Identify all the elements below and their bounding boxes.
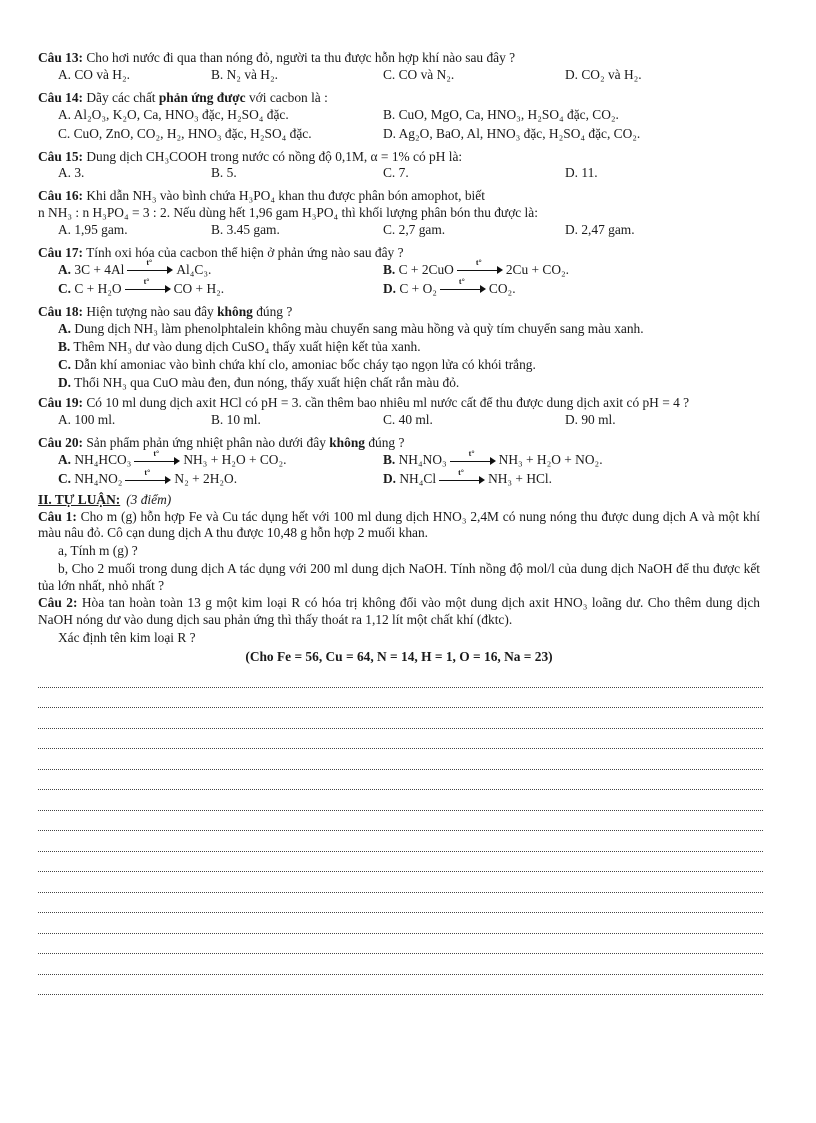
question-17 [38,245,760,300]
section-points: (3 điểm) [126,491,172,507]
reaction-arrow-icon [439,467,485,485]
answer-line [38,954,763,975]
reactants: C + O₂ [399,280,437,296]
products: CO + H₂. [173,280,225,296]
answer-line [38,749,763,770]
essay-part-a: a, Tính m (g) ? [58,543,138,558]
reactants: C + H₂O [74,280,122,296]
reactants: C + 2CuO [398,261,454,277]
answer-line [38,688,763,709]
option-text: Thêm NH₃ dư vào dung dịch CuSO₄ thấy xuất hiện kết tủa xanh. [70,339,421,354]
option-d [383,467,552,488]
question-text: Cho m (g) hỗn hợp Fe và Cu tác dụng hết với 100 ml dung dịch HNO₃ 2,4M có nung nóng thu được dung dịch A và một khí màu nâu đỏ. Cô cạn dung dịch A thu được 10,48 g hỗn hợp 2 muối khan. [38,508,760,541]
products: 2Cu + CO₂. [505,261,569,277]
answer-line [38,975,763,996]
products: NH₃ + H₂O + CO₂. [183,451,287,467]
products: NH₃ + H₂O + NO₂. [498,451,603,467]
option-d [38,375,760,392]
option-b [38,339,760,356]
option-d: D. 2,47 gam. [565,221,635,237]
option-letter: B. [58,339,71,354]
option-b: B. 10 ml. [211,412,261,427]
option-text: Dẫn khí amoniac vào bình chứa khí clo, amoniac bốc cháy tạo ngọn lửa có khói trắng. [71,356,536,372]
question-label: Câu 19: [38,395,84,411]
option-b: B. N₂ và H₂. [211,66,278,82]
arrow-label: t° [468,448,475,458]
option-c [58,467,238,488]
question-15 [38,149,760,185]
question-label: Câu 15: [38,148,84,164]
reactants: NH₄NO₃ [398,451,447,467]
question-label: Câu 13: [38,50,84,65]
option-b [383,448,603,469]
answer-line [38,934,763,955]
option-c: C. CuO, ZnO, CO₂, H₂, HNO₃ đặc, H₂SO₄ đặc. [58,125,312,141]
answer-line [38,913,763,934]
products: N₂ + 2H₂O. [174,470,238,486]
question-text: Hòa tan hoàn toàn 13 g một kim loại R có hóa trị không đổi vào một dung dịch axit HNO₃ loãng dư. Cho thêm dung dịch NaOH nóng dư vào dung dịch sau phản ứng thì thấy thoát ra 1,12 lít một chất khí (đktc). [38,595,760,627]
option-c: C. 2,7 gam. [383,221,446,237]
reaction-arrow-icon [457,258,503,275]
answer-line [38,811,763,832]
essay-part-b: b, Cho 2 muối trong dung dịch A tác dụng với 200 ml dung dịch NaOH. Tính nồng độ mol/l của dung dịch NaOH để thu được kết tủa lớn nhất, nhỏ nhất ? [38,560,760,593]
question-text: Khi dẫn NH₃ vào bình chứa H₃PO₄ khan thu được phân bón amophot, biết [83,188,485,204]
option-letter: C. [58,280,72,296]
reactants: 3C + 4Al [74,261,125,277]
question-text-line2: n NH₃ : n H₃PO₄ = 3 : 2. Nếu dùng hết 1,96 gam H₃PO₄ thì khối lượng phân bón thu được là: [38,205,538,220]
answer-line [38,708,763,729]
reaction-arrow-icon [134,448,180,466]
arrow-label: t° [144,467,151,477]
essay-question-1 [38,509,760,595]
question-14 [38,90,760,145]
option-letter: C. [58,470,72,486]
option-text: Thổi NH₃ qua CuO màu đen, đun nóng, thấy xuất hiện chất rắn màu đỏ. [71,374,460,390]
answer-line [38,852,763,873]
arrow-label: t° [143,277,150,287]
option-d [383,277,516,298]
answer-line [38,790,763,811]
option-d: D. 90 ml. [565,412,616,427]
option-b: B. CuO, MgO, Ca, HNO₃, H₂SO₄ đặc, CO₂. [383,106,619,122]
question-label: Câu 14: [38,89,84,105]
arrow-label: t° [153,448,160,458]
option-d: D. CO₂ và H₂. [565,66,642,82]
reaction-arrow-icon [440,277,486,294]
products: NH₃ + HCl. [488,470,552,486]
products: Al₄C₃. [176,261,212,277]
reactants: NH₄HCO₃ [74,451,132,467]
option-letter: B. [383,451,396,467]
reaction-arrow-icon [125,277,171,294]
option-letter: A. [58,451,72,467]
question-label: Câu 20: [38,435,84,450]
question-emphasis: không [217,303,253,319]
question-text: Dãy các chất [83,89,159,105]
arrow-label: t° [475,258,482,268]
option-c: C. 7. [383,165,409,181]
question-emphasis: không [329,435,365,450]
option-c [58,277,225,298]
question-label: Câu 2: [38,595,78,611]
question-text-end: với cacbon là : [245,89,328,105]
option-a: A. 100 ml. [58,412,116,427]
exam-page [38,46,760,995]
answer-line [38,770,763,791]
question-19 [38,395,760,431]
option-letter: B. [383,261,396,277]
atomic-masses-note: (Cho Fe = 56, Cu = 64, N = 14, H = 1, O = 16, Na = 23) [245,648,553,664]
question-text: Sản phẩm phản ứng nhiệt phân nào dưới đây [83,435,330,450]
answer-line [38,667,763,688]
arrow-label: t° [458,277,465,287]
reaction-arrow-icon [450,448,496,466]
question-13 [38,50,760,86]
option-a [58,258,212,279]
question-label: Câu 1: [38,508,77,524]
question-text-end: đúng ? [364,435,405,450]
products: CO₂. [488,280,516,296]
option-c: C. 40 ml. [383,412,433,427]
option-letter: D. [383,470,397,486]
reaction-arrow-icon [125,467,171,485]
question-text: Cho hơi nước đi qua than nóng đỏ, người ta thu được hỗn hợp khí nào sau đây ? [83,50,516,65]
option-a: A. 1,95 gam. [58,221,128,237]
option-c: C. CO và N₂. [383,66,455,82]
answer-area [38,667,760,995]
option-b: B. 3.45 gam. [211,221,280,237]
option-a [38,321,760,338]
option-a: A. 3. [58,165,85,181]
question-text: Có 10 ml dung dịch axit HCl có pH = 3. cần thêm bao nhiêu ml nước cất để thu được dung dịch axit có pH = 4 ? [83,395,690,411]
question-18 [38,304,760,392]
question-16 [38,188,760,241]
question-20 [38,435,760,490]
question-text: Hiện tượng nào sau đây [83,303,218,319]
option-d: D. Ag₂O, BaO, Al, HNO₃ đặc, H₂SO₄ đặc, CO₂. [383,125,641,141]
option-letter: D. [383,280,397,296]
question-label: Câu 17: [38,244,84,260]
arrow-label: t° [146,258,153,268]
arrow-label: t° [458,467,464,477]
option-a: A. Al₂O₃, K₂O, Ca, HNO₃ đặc, H₂SO₄ đặc. [58,106,289,122]
essay-question-2 [38,595,760,646]
reaction-arrow-icon [127,258,173,275]
section-heading [38,492,760,509]
option-a: A. CO và H₂. [58,66,130,82]
option-letter: A. [58,261,72,277]
option-d: D. 11. [565,165,598,181]
answer-line [38,893,763,914]
option-b: B. 5. [211,165,237,181]
answer-line [38,729,763,750]
option-a [58,448,287,469]
answer-line [38,872,763,893]
reactants: NH₄Cl [399,470,437,486]
question-text: Tính oxi hóa của cacbon thể hiện ở phản ứng nào sau đây ? [83,244,404,260]
option-text: Dung dịch NH₃ làm phenolphtalein không màu chuyển sang màu hồng và quỳ tím chuyển sang màu xanh. [71,321,644,337]
option-b [383,258,569,279]
question-text: Dung dịch CH₃COOH trong nước có nồng độ 0,1M, α = 1% có pH là: [83,148,463,164]
option-letter: A. [58,321,72,337]
essay-ask: Xác định tên kim loại R ? [58,629,196,645]
section-title: II. TỰ LUẬN: [38,491,121,507]
reactants: NH₄NO₂ [74,470,123,486]
option-c [38,357,760,374]
question-emphasis: phản ứng được [158,89,246,105]
answer-line [38,831,763,852]
option-letter: D. [58,374,72,390]
question-label: Câu 18: [38,303,84,319]
question-label: Câu 16: [38,188,84,204]
option-letter: C. [58,356,72,372]
question-text-end: đúng ? [252,303,293,319]
